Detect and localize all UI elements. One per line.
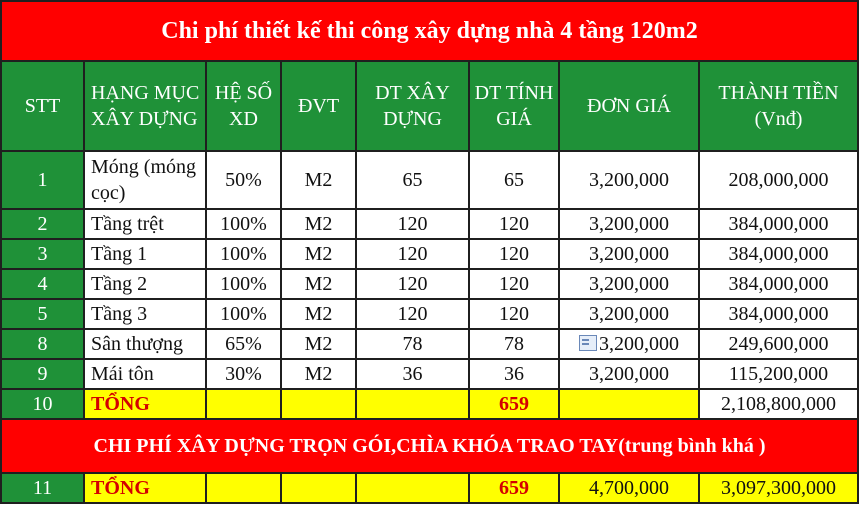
total-thanh-tien[interactable]: 2,108,800,000 <box>699 389 858 419</box>
cell-stt[interactable]: 3 <box>1 239 84 269</box>
cell-dvt[interactable]: M2 <box>281 329 356 359</box>
cell-dt-tg[interactable]: 65 <box>469 151 559 209</box>
cell-don-gia[interactable]: 3,200,000 <box>559 299 699 329</box>
cell-empty[interactable] <box>281 473 356 503</box>
table-title[interactable]: Chi phí thiết kế thi công xây dựng nhà 4 tầng 120m2 <box>1 1 858 61</box>
cell-dt-xd[interactable]: 36 <box>356 359 469 389</box>
header-stt[interactable]: STT <box>1 61 84 151</box>
total-thanh-tien[interactable]: 3,097,300,000 <box>699 473 858 503</box>
table-row <box>1 209 858 239</box>
cell-name[interactable]: Sân thượng <box>84 329 206 359</box>
total-label[interactable]: TỔNG <box>84 389 206 419</box>
table-row <box>1 329 858 359</box>
cell-dt-tg[interactable]: 120 <box>469 239 559 269</box>
cell-dt-xd[interactable]: 120 <box>356 269 469 299</box>
cell-dt-xd[interactable]: 120 <box>356 299 469 329</box>
cell-empty[interactable] <box>206 473 281 503</box>
header-dt-xay-dung[interactable]: DT XÂY DỰNG <box>356 61 469 151</box>
cell-stt[interactable]: 5 <box>1 299 84 329</box>
cell-dt-tg[interactable]: 120 <box>469 269 559 299</box>
cell-don-gia[interactable] <box>559 329 699 359</box>
total-label[interactable]: TỔNG <box>84 473 206 503</box>
table-row <box>1 299 858 329</box>
title-row <box>1 1 858 61</box>
header-dvt[interactable]: ĐVT <box>281 61 356 151</box>
table-row <box>1 269 858 299</box>
total-dt-tg[interactable]: 659 <box>469 473 559 503</box>
total-row-package <box>1 473 858 503</box>
cell-name[interactable]: Mái tôn <box>84 359 206 389</box>
cell-thanh-tien[interactable]: 384,000,000 <box>699 209 858 239</box>
cell-name[interactable]: Tầng trệt <box>84 209 206 239</box>
package-subtitle[interactable]: CHI PHÍ XÂY DỰNG TRỌN GÓI,CHÌA KHÓA TRAO TAY(trung bình khá ) <box>1 419 858 473</box>
cell-empty[interactable] <box>206 389 281 419</box>
table-row <box>1 359 858 389</box>
cell-dt-tg[interactable]: 36 <box>469 359 559 389</box>
cell-dt-xd[interactable]: 120 <box>356 209 469 239</box>
subtitle-row <box>1 419 858 473</box>
total-dt-tg[interactable]: 659 <box>469 389 559 419</box>
cell-stt[interactable]: 10 <box>1 389 84 419</box>
cell-empty[interactable] <box>559 389 699 419</box>
cell-dvt[interactable]: M2 <box>281 269 356 299</box>
cell-thanh-tien[interactable]: 208,000,000 <box>699 151 858 209</box>
cell-empty[interactable] <box>356 389 469 419</box>
cell-dvt[interactable]: M2 <box>281 299 356 329</box>
cell-don-gia[interactable]: 3,200,000 <box>559 239 699 269</box>
cell-dvt[interactable]: M2 <box>281 151 356 209</box>
cell-he-so[interactable]: 100% <box>206 209 281 239</box>
cell-he-so[interactable]: 30% <box>206 359 281 389</box>
cell-don-gia[interactable]: 3,200,000 <box>559 209 699 239</box>
header-thanh-tien[interactable]: THÀNH TIỀN (Vnđ) <box>699 61 858 151</box>
cell-don-gia[interactable]: 3,200,000 <box>559 359 699 389</box>
cell-name[interactable]: Móng (móng cọc) <box>84 151 206 209</box>
cell-stt[interactable]: 8 <box>1 329 84 359</box>
smart-tag-icon[interactable] <box>579 335 597 351</box>
header-dt-tinh-gia[interactable]: DT TÍNH GIÁ <box>469 61 559 151</box>
cell-name[interactable]: Tầng 1 <box>84 239 206 269</box>
cell-stt[interactable]: 2 <box>1 209 84 239</box>
cell-empty[interactable] <box>356 473 469 503</box>
cell-dt-xd[interactable]: 78 <box>356 329 469 359</box>
cell-dt-tg[interactable]: 120 <box>469 299 559 329</box>
cell-he-so[interactable]: 100% <box>206 299 281 329</box>
cell-dvt[interactable]: M2 <box>281 239 356 269</box>
cell-name[interactable]: Tầng 2 <box>84 269 206 299</box>
cell-dt-tg[interactable]: 78 <box>469 329 559 359</box>
total-row <box>1 389 858 419</box>
cell-thanh-tien[interactable]: 249,600,000 <box>699 329 858 359</box>
cell-stt[interactable]: 4 <box>1 269 84 299</box>
table-row <box>1 151 858 209</box>
cell-dt-tg[interactable]: 120 <box>469 209 559 239</box>
cell-dvt[interactable]: M2 <box>281 209 356 239</box>
cell-stt[interactable]: 1 <box>1 151 84 209</box>
cell-thanh-tien[interactable]: 115,200,000 <box>699 359 858 389</box>
cell-stt[interactable]: 11 <box>1 473 84 503</box>
cell-dvt[interactable]: M2 <box>281 359 356 389</box>
cell-dt-xd[interactable]: 120 <box>356 239 469 269</box>
cell-name[interactable]: Tầng 3 <box>84 299 206 329</box>
cell-he-so[interactable]: 100% <box>206 239 281 269</box>
header-don-gia[interactable]: ĐƠN GIÁ <box>559 61 699 151</box>
table-row <box>1 239 858 269</box>
cell-he-so[interactable]: 65% <box>206 329 281 359</box>
cell-stt[interactable]: 9 <box>1 359 84 389</box>
cell-don-gia[interactable]: 3,200,000 <box>559 269 699 299</box>
header-hang-muc[interactable]: HẠNG MỤC XÂY DỰNG <box>84 61 206 151</box>
cell-dt-xd[interactable]: 65 <box>356 151 469 209</box>
cell-don-gia-value: 3,200,000 <box>599 332 679 355</box>
cell-empty[interactable] <box>281 389 356 419</box>
cell-he-so[interactable]: 50% <box>206 151 281 209</box>
total-don-gia[interactable]: 4,700,000 <box>559 473 699 503</box>
cell-thanh-tien[interactable]: 384,000,000 <box>699 269 858 299</box>
header-row <box>1 61 858 151</box>
cell-don-gia[interactable]: 3,200,000 <box>559 151 699 209</box>
header-he-so[interactable]: HỆ SỐ XD <box>206 61 281 151</box>
cell-thanh-tien[interactable]: 384,000,000 <box>699 239 858 269</box>
cell-he-so[interactable]: 100% <box>206 269 281 299</box>
cell-thanh-tien[interactable]: 384,000,000 <box>699 299 858 329</box>
